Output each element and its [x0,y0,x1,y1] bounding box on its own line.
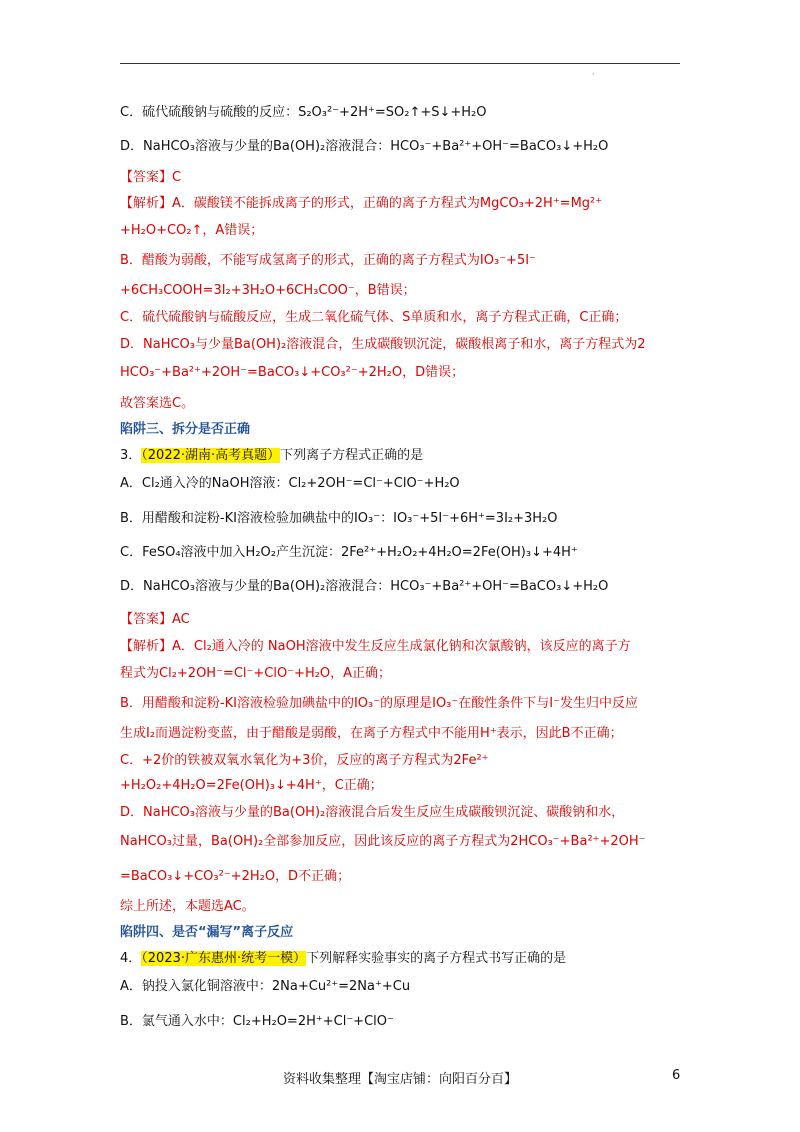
section-heading [120,421,250,439]
line-text: A．钠投入氯化铜溶液中：2Na+Cu²⁺=2Na⁺+Cu [120,979,411,994]
text-line [120,752,489,770]
text-line [120,282,416,300]
text-line [120,978,410,996]
line-text: 故答案选C。 [120,396,195,411]
text-line [120,544,578,562]
line-text: D．NaHCO₃溶液与少量的Ba(OH)₂溶液混合：HCO₃⁻+Ba²⁺+OH⁻=BaCO₃↓+H₂O [120,579,609,594]
line-text: B．醋酸为弱酸，不能写成氢离子的形式，正确的离子方程式为IO₃⁻+5I⁻ [120,253,536,268]
header-rule [120,63,680,64]
line-text: +H₂O₂+4H₂O=2Fe(OH)₃↓+4H⁺，C正确； [120,778,383,793]
line-text: C．硫代硫酸钠与硫酸的反应：S₂O₃²⁻+2H⁺=SO₂↑+S↓+H₂O [120,105,487,120]
line-text: 3． [120,448,142,463]
text-line [120,395,194,413]
line-text: 陷阱三、拆分是否正确 [120,422,251,437]
question-text: 下列解释实验事实的离子方程式书写正确的是 [306,951,567,966]
line-text: +6CH₃COOH=3I₂+3H₂O+6CH₃COO⁻，B错误； [120,283,416,298]
text-line [120,195,602,213]
text-line [120,1013,394,1031]
line-text: 【解析】A．Cl₂通入冷的 NaOH溶液中发生反应生成氯化钠和次氯酸钠，该反应的离子方 [120,639,631,654]
text-line [120,510,558,528]
source-highlight: （2022·湖南·高考真题） [141,448,281,463]
line-text: 生成I₂而遇淀粉变蓝，由于醋酸是弱酸，在离子方程式中不能用H⁺表示，因此B不正确； [120,726,623,741]
text-line [120,309,627,327]
text-line [120,578,608,596]
line-text: 陷阱四、是否“漏写”离子反应 [120,925,294,940]
text-line [120,777,383,795]
text-line [120,364,464,382]
line-text: C．FeSO₄溶液中加入H₂O₂产生沉淀：2Fe²⁺+H₂O₂+4H₂O=2Fe(OH)₃↓+4H⁺ [120,545,578,560]
line-text: C．硫代硫酸钠与硫酸反应，生成二氧化硫气体、S单质和水，离子方程式正确，C正确； [120,310,628,325]
line-text: 【答案】C [120,170,182,185]
text-line [120,169,181,187]
line-text: D．NaHCO₃溶液与少量的Ba(OH)₂溶液混合：HCO₃⁻+Ba²⁺+OH⁻=BaCO₃↓+H₂O [120,139,609,154]
line-text: 综上所述，本题选AC。 [120,899,255,914]
line-text: C．+2价的铁被双氧水氧化为+3价，反应的离子方程式为2Fe²⁺ [120,753,489,768]
text-line [120,447,423,465]
text-line [120,252,536,270]
line-text: B．用醋酸和淀粉-KI溶液检验加碘盐中的IO₃⁻的原理是IO₃⁻在酸性条件下与I⁻发生归中反应 [120,696,638,711]
line-text: 【答案】AC [120,612,190,627]
text-line [120,725,623,743]
text-line [120,222,263,240]
question-text: 下列离子方程式正确的是 [280,448,424,463]
text-line [120,138,608,156]
line-text: B．氯气通入水中：Cl₂+H₂O=2H⁺+Cl⁻+ClO⁻ [120,1014,394,1029]
line-text: 【解析】A．碳酸镁不能拆成离子的形式，正确的离子方程式为MgCO₃+2H⁺=Mg²⁺ [120,196,603,211]
page-footer: 资料收集整理【淘宝店铺：向阳百分百】 [282,1072,517,1087]
text-line [120,638,631,656]
line-text: D．NaHCO₃溶液与少量的Ba(OH)₂溶液混合后发生反应生成碳酸钡沉淀、碳酸钠和水， [120,805,625,820]
line-text: D．NaHCO₃与少量Ba(OH)₂溶液混合，生成碳酸钡沉淀，碳酸根离子和水，离子方程式为2 [120,337,646,352]
text-line [120,804,624,822]
text-line [120,898,255,916]
line-text: A．Cl₂通入冷的NaOH溶液：Cl₂+2OH⁻=Cl⁻+ClO⁻+H₂O [120,476,460,491]
text-line [120,950,566,968]
text-line [120,868,350,886]
line-text: HCO₃⁻+Ba²⁺+2OH⁻=BaCO₃↓+CO₃²⁻+2H₂O，D错误； [120,365,465,380]
source-highlight: （2023·广东惠州·统考一模） [141,951,307,966]
header-dot: · [592,70,595,79]
text-line [120,475,460,493]
text-line [120,833,646,851]
line-text: 程式为Cl₂+2OH⁻=Cl⁻+ClO⁻+H₂O，A正确； [120,666,392,681]
text-line [120,336,646,354]
line-text: 4． [120,951,142,966]
text-line [120,665,391,683]
line-text: NaHCO₃过量，Ba(OH)₂全部参加反应，因此该反应的离子方程式为2HCO₃⁻+Ba²⁺+2OH⁻ [120,834,646,849]
line-text: B．用醋酸和淀粉-KI溶液检验加碘盐中的IO₃⁻：IO₃⁻+5I⁻+6H⁺=3I₂+3H₂O [120,511,558,526]
page-number: 6 [672,1068,681,1083]
line-text: =BaCO₃↓+CO₃²⁻+2H₂O，D不正确； [120,869,351,884]
section-heading [120,924,293,942]
line-text: +H₂O+CO₂↑，A错误； [120,223,264,238]
text-line [120,104,487,122]
text-line [120,695,638,713]
text-line [120,611,190,629]
